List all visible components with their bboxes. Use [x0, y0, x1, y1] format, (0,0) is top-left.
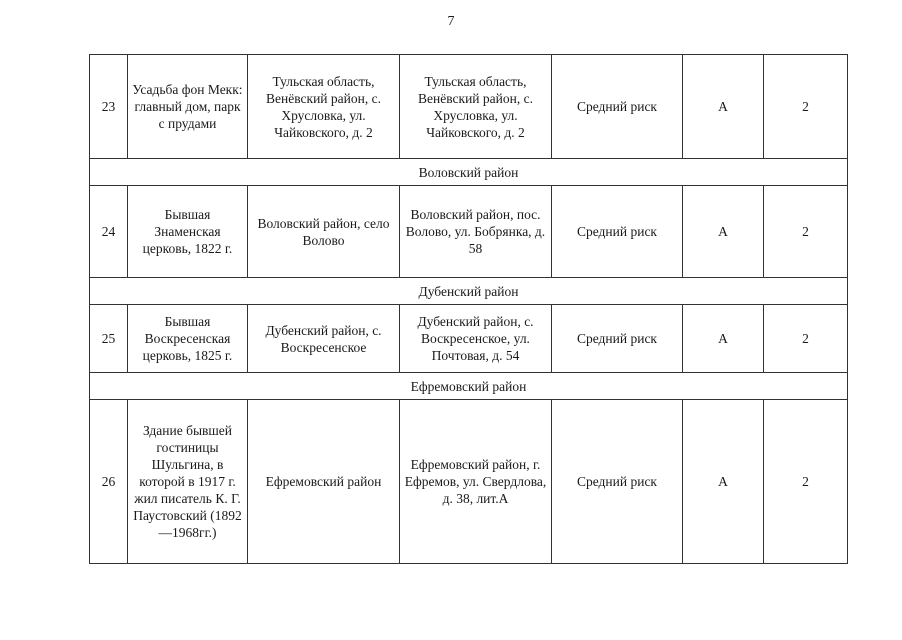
object-name: Усадьба фон Мекк: главный дом, парк с прудами	[128, 55, 248, 159]
district-header-row	[90, 278, 848, 305]
object-name: Бывшая Знаменская церковь, 1822 г.	[128, 186, 248, 278]
row-number: 25	[90, 305, 128, 373]
district-title: Дубенский район	[90, 278, 848, 305]
risk-level: Средний риск	[552, 400, 683, 564]
table-row	[90, 305, 848, 373]
risk-level: Средний риск	[552, 55, 683, 159]
risk-category: А	[683, 186, 764, 278]
risk-level: Средний риск	[552, 186, 683, 278]
risk-category: А	[683, 400, 764, 564]
row-number: 26	[90, 400, 128, 564]
row-number: 24	[90, 186, 128, 278]
object-location: Тульская область, Венёвский район, с. Хрусловка, ул. Чайковского, д. 2	[248, 55, 400, 159]
inspection-value: 2	[764, 186, 848, 278]
object-name: Бывшая Воскресенская церковь, 1825 г.	[128, 305, 248, 373]
object-address: Тульская область, Венёвский район, с. Хрусловка, ул. Чайковского, д. 2	[400, 55, 552, 159]
table-row	[90, 55, 848, 159]
object-name: Здание бывшей гостиницы Шульгина, в которой в 1917 г. жил писатель К. Г. Паустовский (1892—1968гг.)	[128, 400, 248, 564]
inspection-value: 2	[764, 400, 848, 564]
object-address: Воловский район, пос. Волово, ул. Бобрянка, д. 58	[400, 186, 552, 278]
table-row	[90, 400, 848, 564]
inspection-value: 2	[764, 305, 848, 373]
district-title: Воловский район	[90, 159, 848, 186]
district-header-row	[90, 159, 848, 186]
object-address: Ефремовский район, г. Ефремов, ул. Свердлова, д. 38, лит.А	[400, 400, 552, 564]
page-number: 7	[447, 14, 455, 29]
object-location: Дубенский район, с. Воскресенское	[248, 305, 400, 373]
heritage-objects-table	[89, 54, 848, 564]
inspection-value: 2	[764, 55, 848, 159]
risk-category: А	[683, 55, 764, 159]
risk-category: А	[683, 305, 764, 373]
risk-level: Средний риск	[552, 305, 683, 373]
object-address: Дубенский район, с. Воскресенское, ул. Почтовая, д. 54	[400, 305, 552, 373]
district-header-row	[90, 373, 848, 400]
row-number: 23	[90, 55, 128, 159]
district-title: Ефремовский район	[90, 373, 848, 400]
object-location: Ефремовский район	[248, 400, 400, 564]
table-row	[90, 186, 848, 278]
object-location: Воловский район, село Волово	[248, 186, 400, 278]
